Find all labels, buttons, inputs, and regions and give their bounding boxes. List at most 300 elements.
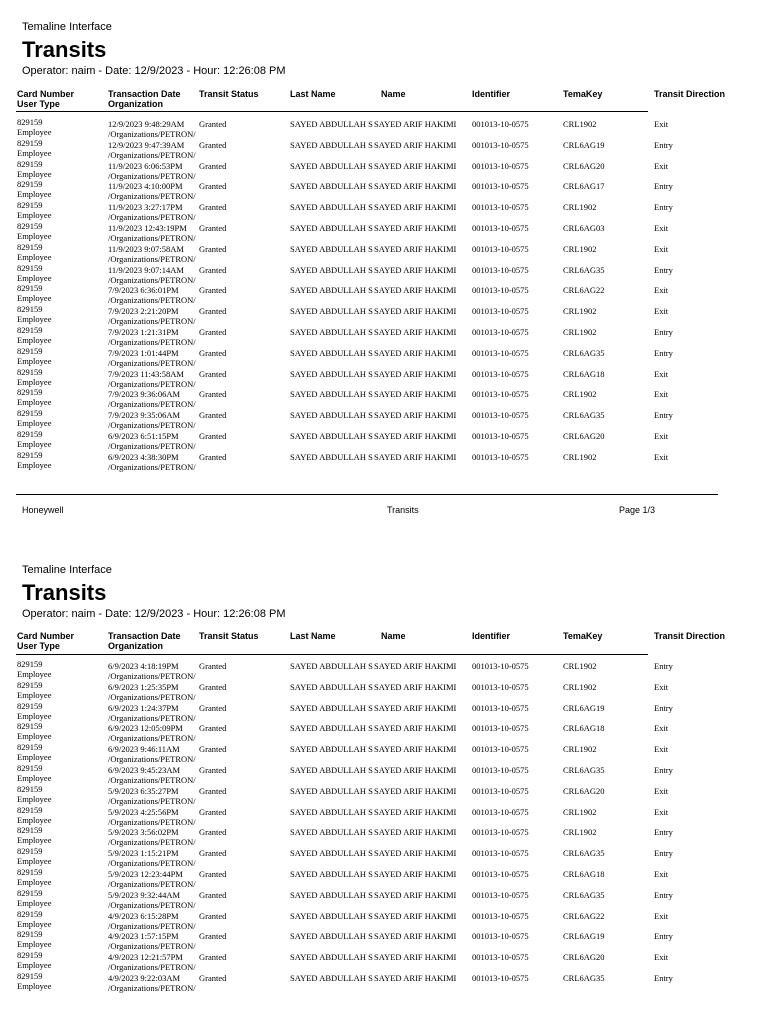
- table-row: [0, 702, 768, 723]
- app-name: Temaline Interface: [22, 564, 112, 576]
- cell-transaction-date: 6/9/2023 4:18:19PM: [108, 662, 179, 671]
- table-row: [0, 681, 768, 702]
- col-card-number-label: Card Number: [17, 89, 75, 99]
- cell-user-type: Employee: [17, 231, 52, 241]
- cell-name: SAYED ARIF HAKIMI: [374, 120, 457, 129]
- cell-identifier: 001013-10-0575: [472, 203, 529, 213]
- cell-name: SAYED ARIF HAKIMI: [374, 265, 457, 275]
- cell-transit-direction: Entry: [654, 182, 673, 192]
- cell-transaction-date: 12/9/2023 9:47:39AM: [108, 140, 185, 150]
- cell-organization: /Organizations/PETRON/: [108, 296, 196, 306]
- cell-identifier: 001013-10-0575: [472, 369, 529, 379]
- cell-user-type: Employee: [17, 836, 52, 846]
- cell-transit-status: Granted: [199, 765, 227, 775]
- cell-transit-direction: Exit: [654, 161, 669, 171]
- table-row: [0, 222, 768, 243]
- cell-organization: /Organizations/PETRON/: [108, 130, 196, 139]
- cell-transit-status: Granted: [199, 932, 227, 942]
- page-title: Transits: [22, 37, 107, 62]
- cell-organization: /Organizations/PETRON/: [108, 963, 196, 973]
- cell-name: SAYED ARIF HAKIMI: [374, 890, 457, 900]
- table-row: [0, 972, 768, 993]
- cell-card-number: 829159: [17, 951, 43, 961]
- cell-transaction-date: 7/9/2023 1:21:31PM: [108, 327, 179, 337]
- table-row: [0, 868, 768, 889]
- cell-transaction-date: 7/9/2023 1:01:44PM: [108, 348, 179, 358]
- table-row: [0, 826, 768, 847]
- cell-transaction-date: 5/9/2023 3:56:02PM: [108, 828, 179, 838]
- cell-name: SAYED ARIF HAKIMI: [374, 765, 457, 775]
- cell-transit-status: Granted: [199, 828, 227, 838]
- cell-organization: /Organizations/PETRON/: [108, 337, 196, 347]
- cell-transaction-date: 11/9/2023 3:27:17PM: [108, 203, 183, 213]
- cell-transit-direction: Exit: [654, 307, 669, 317]
- cell-last-name: SAYED ABDULLAH S: [290, 452, 373, 462]
- cell-name: SAYED ARIF HAKIMI: [374, 869, 457, 879]
- cell-last-name: SAYED ABDULLAH S: [290, 203, 373, 213]
- cell-last-name: SAYED ABDULLAH S: [290, 286, 373, 296]
- cell-transaction-date: 11/9/2023 12:43:19PM: [108, 223, 187, 233]
- cell-name: SAYED ARIF HAKIMI: [374, 703, 457, 713]
- cell-organization: /Organizations/PETRON/: [108, 879, 196, 889]
- cell-transit-direction: Entry: [654, 765, 673, 775]
- cell-transaction-date: 5/9/2023 4:25:56PM: [108, 807, 179, 817]
- cell-last-name: SAYED ABDULLAH S: [290, 953, 373, 963]
- cell-identifier: 001013-10-0575: [472, 327, 529, 337]
- cell-last-name: SAYED ABDULLAH S: [290, 703, 373, 713]
- footer-divider: [16, 494, 718, 495]
- cell-card-number: 829159: [17, 722, 43, 732]
- cell-card-number: 829159: [17, 429, 43, 439]
- cell-card-number: 829159: [17, 388, 43, 398]
- table-row: [0, 951, 768, 972]
- cell-organization: /Organizations/PETRON/: [108, 421, 196, 431]
- cell-transit-direction: Entry: [654, 327, 673, 337]
- cell-transit-direction: Entry: [654, 932, 673, 942]
- cell-last-name: SAYED ABDULLAH S: [290, 161, 373, 171]
- cell-last-name: SAYED ABDULLAH S: [290, 307, 373, 317]
- cell-card-number: 829159: [17, 805, 43, 815]
- cell-organization: /Organizations/PETRON/: [108, 150, 196, 160]
- cell-card-number: 829159: [17, 138, 43, 148]
- header-divider: [16, 654, 648, 655]
- cell-transaction-date: 11/9/2023 4:10:00PM: [108, 182, 183, 192]
- col-header-transit-status: Transit Status: [199, 89, 259, 99]
- cell-transaction-date: 5/9/2023 12:23:44PM: [108, 869, 183, 879]
- cell-user-type: Employee: [17, 690, 52, 700]
- cell-identifier: 001013-10-0575: [472, 953, 529, 963]
- cell-card-number: 829159: [17, 367, 43, 377]
- cell-transaction-date: 6/9/2023 12:05:09PM: [108, 724, 183, 734]
- cell-temakey: CRL6AG35: [563, 348, 605, 358]
- cell-transit-direction: Exit: [654, 911, 669, 921]
- cell-identifier: 001013-10-0575: [472, 161, 529, 171]
- table-row: [0, 889, 768, 910]
- cell-transit-direction: Entry: [654, 265, 673, 275]
- cell-name: SAYED ARIF HAKIMI: [374, 140, 457, 150]
- table-row: [0, 451, 768, 472]
- cell-last-name: SAYED ABDULLAH S: [290, 745, 373, 755]
- table-row: [0, 139, 768, 160]
- cell-last-name: SAYED ABDULLAH S: [290, 369, 373, 379]
- cell-card-number: 829159: [17, 346, 43, 356]
- col-transaction-date-label: Transaction Date: [108, 631, 181, 641]
- cell-transaction-date: 4/9/2023 6:15:28PM: [108, 911, 179, 921]
- cell-organization: /Organizations/PETRON/: [108, 672, 196, 681]
- cell-transit-status: Granted: [199, 369, 227, 379]
- table-row: [0, 430, 768, 451]
- cell-transaction-date: 11/9/2023 9:07:14AM: [108, 265, 184, 275]
- table-row: [0, 764, 768, 785]
- cell-card-number: 829159: [17, 743, 43, 753]
- cell-user-type: Employee: [17, 419, 52, 429]
- cell-name: SAYED ARIF HAKIMI: [374, 244, 457, 254]
- cell-transaction-date: 6/9/2023 9:45:23AM: [108, 765, 181, 775]
- cell-temakey: CRL1902: [563, 682, 597, 692]
- cell-identifier: 001013-10-0575: [472, 265, 529, 275]
- cell-temakey: CRL1902: [563, 203, 597, 213]
- cell-user-type: Employee: [17, 273, 52, 283]
- cell-transit-status: Granted: [199, 911, 227, 921]
- cell-transaction-date: 11/9/2023 9:07:58AM: [108, 244, 184, 254]
- cell-user-type: Employee: [17, 961, 52, 971]
- cell-last-name: SAYED ABDULLAH S: [290, 390, 373, 400]
- cell-transaction-date: 4/9/2023 12:21:57PM: [108, 953, 183, 963]
- cell-card-number: 829159: [17, 847, 43, 857]
- cell-card-number: 829159: [17, 284, 43, 294]
- cell-name: SAYED ARIF HAKIMI: [374, 828, 457, 838]
- cell-transaction-date: 6/9/2023 1:25:35PM: [108, 682, 179, 692]
- cell-identifier: 001013-10-0575: [472, 182, 529, 192]
- table-row: [0, 264, 768, 285]
- cell-identifier: 001013-10-0575: [472, 452, 529, 462]
- cell-name: SAYED ARIF HAKIMI: [374, 369, 457, 379]
- cell-identifier: 001013-10-0575: [472, 828, 529, 838]
- cell-name: SAYED ARIF HAKIMI: [374, 786, 457, 796]
- cell-card-number: 829159: [17, 325, 43, 335]
- cell-user-type: Employee: [17, 877, 52, 887]
- cell-identifier: 001013-10-0575: [472, 724, 529, 734]
- cell-last-name: SAYED ABDULLAH S: [290, 140, 373, 150]
- col-header-transit-direction: Transit Direction: [654, 89, 726, 99]
- cell-last-name: SAYED ABDULLAH S: [290, 765, 373, 775]
- table-row: [0, 243, 768, 264]
- cell-last-name: SAYED ABDULLAH S: [290, 828, 373, 838]
- cell-transit-status: Granted: [199, 890, 227, 900]
- cell-card-number: 829159: [17, 680, 43, 690]
- cell-identifier: 001013-10-0575: [472, 786, 529, 796]
- cell-identifier: 001013-10-0575: [472, 932, 529, 942]
- table-row: [0, 785, 768, 806]
- col-user-type-label: User Type: [17, 99, 60, 109]
- cell-temakey: CRL1902: [563, 452, 597, 462]
- cell-user-type: Employee: [17, 732, 52, 742]
- table-row: [0, 660, 768, 681]
- report-page-2: [0, 543, 768, 1024]
- col-header-name: Name: [381, 89, 406, 99]
- cell-identifier: 001013-10-0575: [472, 223, 529, 233]
- cell-last-name: SAYED ABDULLAH S: [290, 890, 373, 900]
- cell-temakey: CRL1902: [563, 745, 597, 755]
- cell-transaction-date: 7/9/2023 9:35:06AM: [108, 411, 181, 421]
- cell-temakey: CRL6AG18: [563, 724, 605, 734]
- cell-name: SAYED ARIF HAKIMI: [374, 161, 457, 171]
- cell-transit-direction: Exit: [654, 369, 669, 379]
- cell-transit-direction: Exit: [654, 807, 669, 817]
- cell-identifier: 001013-10-0575: [472, 662, 529, 671]
- cell-last-name: SAYED ABDULLAH S: [290, 786, 373, 796]
- cell-transit-direction: Entry: [654, 973, 673, 983]
- cell-transaction-date: 6/9/2023 6:51:15PM: [108, 431, 179, 441]
- cell-identifier: 001013-10-0575: [472, 765, 529, 775]
- cell-card-number: 829159: [17, 909, 43, 919]
- cell-name: SAYED ARIF HAKIMI: [374, 223, 457, 233]
- cell-transaction-date: 11/9/2023 6:06:53PM: [108, 161, 183, 171]
- cell-identifier: 001013-10-0575: [472, 431, 529, 441]
- cell-transit-direction: Entry: [654, 348, 673, 358]
- cell-identifier: 001013-10-0575: [472, 140, 529, 150]
- cell-transit-status: Granted: [199, 265, 227, 275]
- cell-last-name: SAYED ABDULLAH S: [290, 807, 373, 817]
- cell-temakey: CRL1902: [563, 828, 597, 838]
- cell-card-number: 829159: [17, 180, 43, 190]
- cell-user-type: Employee: [17, 190, 52, 200]
- table-row: [0, 722, 768, 743]
- cell-transaction-date: 7/9/2023 2:21:20PM: [108, 307, 179, 317]
- cell-last-name: SAYED ABDULLAH S: [290, 265, 373, 275]
- cell-identifier: 001013-10-0575: [472, 348, 529, 358]
- cell-identifier: 001013-10-0575: [472, 869, 529, 879]
- col-organization-label: Organization: [108, 641, 164, 651]
- cell-transit-status: Granted: [199, 348, 227, 358]
- cell-temakey: CRL1902: [563, 327, 597, 337]
- cell-transit-status: Granted: [199, 327, 227, 337]
- cell-temakey: CRL6AG35: [563, 411, 605, 421]
- cell-transit-direction: Entry: [654, 411, 673, 421]
- cell-card-number: 829159: [17, 242, 43, 252]
- cell-transaction-date: 6/9/2023 4:38:30PM: [108, 452, 179, 462]
- cell-transit-direction: Exit: [654, 869, 669, 879]
- table-row: [0, 160, 768, 181]
- cell-user-type: Employee: [17, 815, 52, 825]
- cell-transit-direction: Entry: [654, 703, 673, 713]
- cell-identifier: 001013-10-0575: [472, 390, 529, 400]
- cell-last-name: SAYED ABDULLAH S: [290, 869, 373, 879]
- cell-organization: /Organizations/PETRON/: [108, 921, 196, 931]
- table-row: [0, 284, 768, 305]
- cell-organization: /Organizations/PETRON/: [108, 942, 196, 952]
- cell-organization: /Organizations/PETRON/: [108, 983, 196, 993]
- cell-identifier: 001013-10-0575: [472, 745, 529, 755]
- cell-transit-status: Granted: [199, 807, 227, 817]
- cell-name: SAYED ARIF HAKIMI: [374, 203, 457, 213]
- cell-transit-direction: Entry: [654, 828, 673, 838]
- cell-transit-direction: Entry: [654, 849, 673, 859]
- cell-temakey: CRL6AG35: [563, 890, 605, 900]
- footer-report-name: Transits: [387, 505, 419, 515]
- cell-last-name: SAYED ABDULLAH S: [290, 327, 373, 337]
- cell-identifier: 001013-10-0575: [472, 120, 529, 129]
- table-row: [0, 806, 768, 827]
- cell-last-name: SAYED ABDULLAH S: [290, 932, 373, 942]
- cell-temakey: CRL6AG22: [563, 911, 605, 921]
- cell-name: SAYED ARIF HAKIMI: [374, 973, 457, 983]
- table-row: [0, 368, 768, 389]
- cell-organization: /Organizations/PETRON/: [108, 400, 196, 410]
- cell-temakey: CRL6AG20: [563, 431, 605, 441]
- cell-temakey: CRL6AG19: [563, 703, 605, 713]
- cell-card-number: 829159: [17, 660, 43, 669]
- cell-user-type: Employee: [17, 981, 52, 991]
- footer-brand: Honeywell: [22, 505, 64, 515]
- cell-transit-status: Granted: [199, 703, 227, 713]
- cell-user-type: Employee: [17, 773, 52, 783]
- cell-user-type: Employee: [17, 857, 52, 867]
- cell-organization: /Organizations/PETRON/: [108, 859, 196, 869]
- cell-transit-status: Granted: [199, 953, 227, 963]
- app-name: Temaline Interface: [22, 21, 112, 33]
- cell-card-number: 829159: [17, 930, 43, 940]
- table-row: [0, 743, 768, 764]
- cell-last-name: SAYED ABDULLAH S: [290, 182, 373, 192]
- cell-card-number: 829159: [17, 263, 43, 273]
- col-header-name: Name: [381, 631, 406, 641]
- cell-transit-status: Granted: [199, 390, 227, 400]
- cell-name: SAYED ARIF HAKIMI: [374, 724, 457, 734]
- cell-name: SAYED ARIF HAKIMI: [374, 286, 457, 296]
- cell-transit-direction: Exit: [654, 286, 669, 296]
- cell-identifier: 001013-10-0575: [472, 849, 529, 859]
- cell-transaction-date: 7/9/2023 9:36:06AM: [108, 390, 181, 400]
- cell-user-type: Employee: [17, 377, 52, 387]
- cell-card-number: 829159: [17, 201, 43, 211]
- table-row: [0, 930, 768, 951]
- col-header-card-number: [17, 89, 74, 109]
- cell-transit-status: Granted: [199, 431, 227, 441]
- col-organization-label: Organization: [108, 99, 164, 109]
- report-meta: Operator: naim - Date: 12/9/2023 - Hour: 12:26:08 PM: [22, 65, 286, 77]
- cell-organization: /Organizations/PETRON/: [108, 713, 196, 723]
- cell-temakey: CRL6AG35: [563, 265, 605, 275]
- cell-name: SAYED ARIF HAKIMI: [374, 932, 457, 942]
- cell-user-type: Employee: [17, 794, 52, 804]
- cell-temakey: CRL6AG18: [563, 369, 605, 379]
- cell-organization: /Organizations/PETRON/: [108, 379, 196, 389]
- cell-last-name: SAYED ABDULLAH S: [290, 682, 373, 692]
- cell-temakey: CRL6AG18: [563, 869, 605, 879]
- cell-identifier: 001013-10-0575: [472, 682, 529, 692]
- cell-temakey: CRL6AG20: [563, 161, 605, 171]
- cell-transit-direction: Exit: [654, 223, 669, 233]
- cell-temakey: CRL6AG20: [563, 786, 605, 796]
- cell-transit-direction: Exit: [654, 390, 669, 400]
- cell-user-type: Employee: [17, 294, 52, 304]
- cell-temakey: CRL1902: [563, 807, 597, 817]
- col-header-card-number: [17, 631, 74, 651]
- cell-user-type: Employee: [17, 439, 52, 449]
- cell-temakey: CRL6AG35: [563, 765, 605, 775]
- cell-organization: /Organizations/PETRON/: [108, 900, 196, 910]
- col-header-temakey: TemaKey: [563, 89, 603, 99]
- cell-transaction-date: 6/9/2023 1:24:37PM: [108, 703, 179, 713]
- cell-temakey: CRL6AG19: [563, 140, 605, 150]
- table-row: [0, 409, 768, 430]
- cell-transit-status: Granted: [199, 120, 227, 129]
- cell-identifier: 001013-10-0575: [472, 307, 529, 317]
- cell-name: SAYED ARIF HAKIMI: [374, 662, 457, 671]
- col-card-number-label: Card Number: [17, 631, 75, 641]
- footer-page-number: Page 1/3: [619, 505, 656, 515]
- cell-user-type: Employee: [17, 753, 52, 763]
- cell-card-number: 829159: [17, 826, 43, 836]
- cell-transit-status: Granted: [199, 203, 227, 213]
- cell-card-number: 829159: [17, 763, 43, 773]
- table-row: [0, 118, 768, 139]
- cell-card-number: 829159: [17, 701, 43, 711]
- cell-card-number: 829159: [17, 409, 43, 419]
- cell-transit-direction: Entry: [654, 662, 673, 671]
- cell-temakey: CRL6AG19: [563, 932, 605, 942]
- cell-identifier: 001013-10-0575: [472, 911, 529, 921]
- cell-name: SAYED ARIF HAKIMI: [374, 431, 457, 441]
- cell-last-name: SAYED ABDULLAH S: [290, 223, 373, 233]
- cell-organization: /Organizations/PETRON/: [108, 275, 196, 285]
- cell-transit-status: Granted: [199, 849, 227, 859]
- cell-card-number: 829159: [17, 971, 43, 981]
- cell-transaction-date: 5/9/2023 9:32:44AM: [108, 890, 181, 900]
- cell-identifier: 001013-10-0575: [472, 807, 529, 817]
- cell-transit-status: Granted: [199, 745, 227, 755]
- cell-user-type: Employee: [17, 898, 52, 908]
- cell-transit-direction: Exit: [654, 953, 669, 963]
- cell-identifier: 001013-10-0575: [472, 703, 529, 713]
- cell-transit-status: Granted: [199, 662, 227, 671]
- cell-transit-status: Granted: [199, 724, 227, 734]
- col-header-last-name: Last Name: [290, 89, 336, 99]
- table-row: [0, 180, 768, 201]
- cell-temakey: CRL6AG17: [563, 182, 605, 192]
- cell-organization: /Organizations/PETRON/: [108, 734, 196, 744]
- cell-card-number: 829159: [17, 867, 43, 877]
- cell-organization: /Organizations/PETRON/: [108, 254, 196, 264]
- cell-transit-direction: Entry: [654, 203, 673, 213]
- cell-transit-status: Granted: [199, 682, 227, 692]
- cell-transit-status: Granted: [199, 140, 227, 150]
- cell-name: SAYED ARIF HAKIMI: [374, 307, 457, 317]
- col-header-identifier: Identifier: [472, 631, 511, 641]
- cell-transit-direction: Exit: [654, 244, 669, 254]
- cell-organization: /Organizations/PETRON/: [108, 358, 196, 368]
- cell-last-name: SAYED ABDULLAH S: [290, 431, 373, 441]
- cell-name: SAYED ARIF HAKIMI: [374, 807, 457, 817]
- table-row: [0, 347, 768, 368]
- cell-transaction-date: 7/9/2023 11:43:58AM: [108, 369, 184, 379]
- cell-last-name: SAYED ABDULLAH S: [290, 973, 373, 983]
- col-transaction-date-label: Transaction Date: [108, 89, 181, 99]
- col-header-transaction-date: [108, 631, 181, 651]
- page-title: Transits: [22, 580, 107, 605]
- transits-table-page-1: [0, 118, 768, 472]
- cell-transit-status: Granted: [199, 244, 227, 254]
- cell-user-type: Employee: [17, 940, 52, 950]
- cell-user-type: Employee: [17, 356, 52, 366]
- col-header-transaction-date: [108, 89, 181, 109]
- cell-transit-direction: Entry: [654, 890, 673, 900]
- cell-transit-status: Granted: [199, 452, 227, 462]
- cell-user-type: Employee: [17, 148, 52, 158]
- cell-organization: /Organizations/PETRON/: [108, 775, 196, 785]
- cell-transit-status: Granted: [199, 182, 227, 192]
